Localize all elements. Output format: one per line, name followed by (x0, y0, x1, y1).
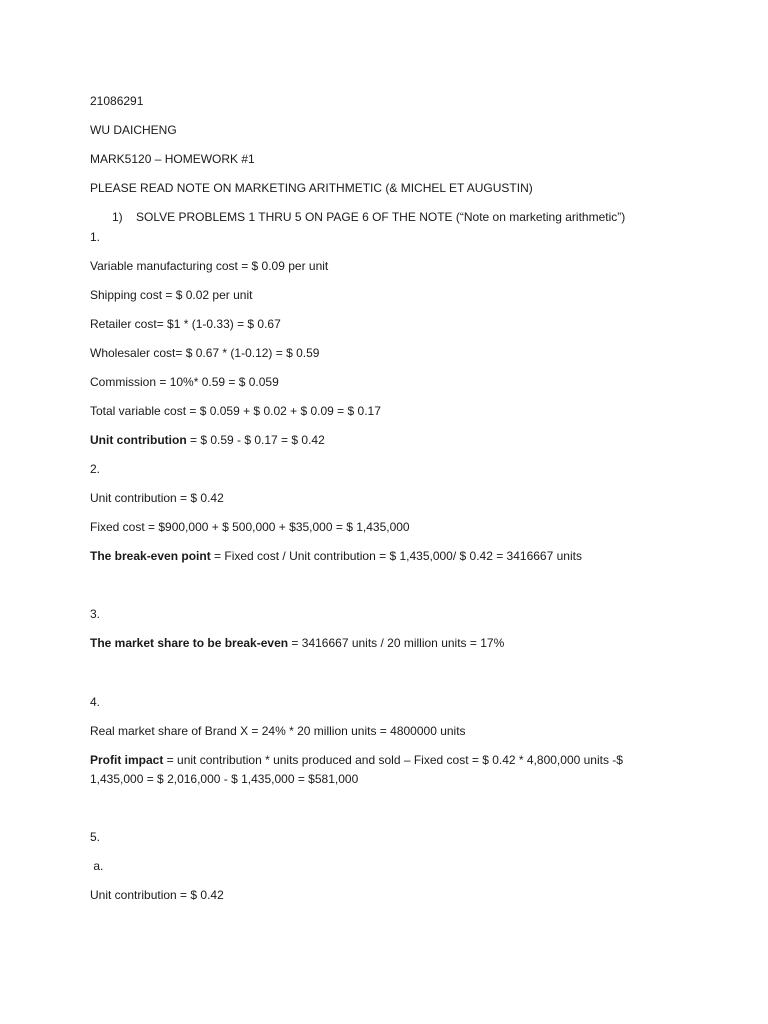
problem-3-result (90, 634, 668, 653)
problem-4-label: 4. (90, 695, 101, 709)
break-even-value: = Fixed cost / Unit contribution = $ 1,435,000/ $ 0.42 = 3416667 units (210, 549, 582, 563)
student-id: 21086291 (90, 94, 144, 108)
problem-4-line: Real market share of Brand X = 24% * 20 million units = 4800000 units (90, 724, 466, 738)
task-number: 1) (112, 210, 123, 224)
problem-4-result-continued: 1,435,000 = $ 2,016,000 - $ 1,435,000 = $581,000 (90, 772, 359, 786)
problem-3-label: 3. (90, 607, 101, 621)
problem-2-line: Fixed cost = $900,000 + $ 500,000 + $35,000 = $ 1,435,000 (90, 520, 410, 534)
problem-5-label: 5. (90, 830, 101, 844)
problem-2-result (90, 547, 668, 566)
market-share-value: = 3416667 units / 20 million units = 17% (288, 636, 505, 650)
problem-2-line: Unit contribution = $ 0.42 (90, 491, 224, 505)
problem-5-line: Unit contribution = $ 0.42 (90, 888, 224, 902)
reading-instruction: PLEASE READ NOTE ON MARKETING ARITHMETIC (& MICHEL ET AUGUSTIN) (90, 181, 533, 195)
problem-1-line: Variable manufacturing cost = $ 0.09 per unit (90, 259, 329, 273)
problem-1-line: Retailer cost= $1 * (1-0.33) = $ 0.67 (90, 317, 281, 331)
task-item (112, 208, 668, 227)
problem-1-label: 1. (90, 230, 101, 244)
student-name: WU DAICHENG (90, 123, 177, 137)
unit-contribution-value: = $ 0.59 - $ 0.17 = $ 0.42 (186, 433, 325, 447)
problem-1-result (90, 431, 668, 450)
profit-impact-label: Profit impact (90, 753, 164, 767)
problem-1-line: Total variable cost = $ 0.059 + $ 0.02 + $ 0.09 = $ 0.17 (90, 404, 381, 418)
unit-contribution-label: Unit contribution (90, 433, 187, 447)
break-even-label: The break-even point (90, 549, 211, 563)
problem-1-line: Commission = 10%* 0.59 = $ 0.059 (90, 375, 279, 389)
problem-5-sub-label: a. (90, 859, 104, 873)
problem-1-line: Wholesaler cost= $ 0.67 * (1-0.12) = $ 0.59 (90, 346, 320, 360)
problem-2-label: 2. (90, 462, 101, 476)
course-title: MARK5120 – HOMEWORK #1 (90, 152, 255, 166)
profit-impact-value: = unit contribution * units produced and sold – Fixed cost = $ 0.42 * 4,800,000 units -$ (163, 753, 623, 767)
market-share-label: The market share to be break-even (90, 636, 289, 650)
task-text: SOLVE PROBLEMS 1 THRU 5 ON PAGE 6 OF THE NOTE (“Note on marketing arithmetic”) (136, 210, 626, 224)
problem-4-result (90, 751, 668, 770)
problem-1-line: Shipping cost = $ 0.02 per unit (90, 288, 253, 302)
